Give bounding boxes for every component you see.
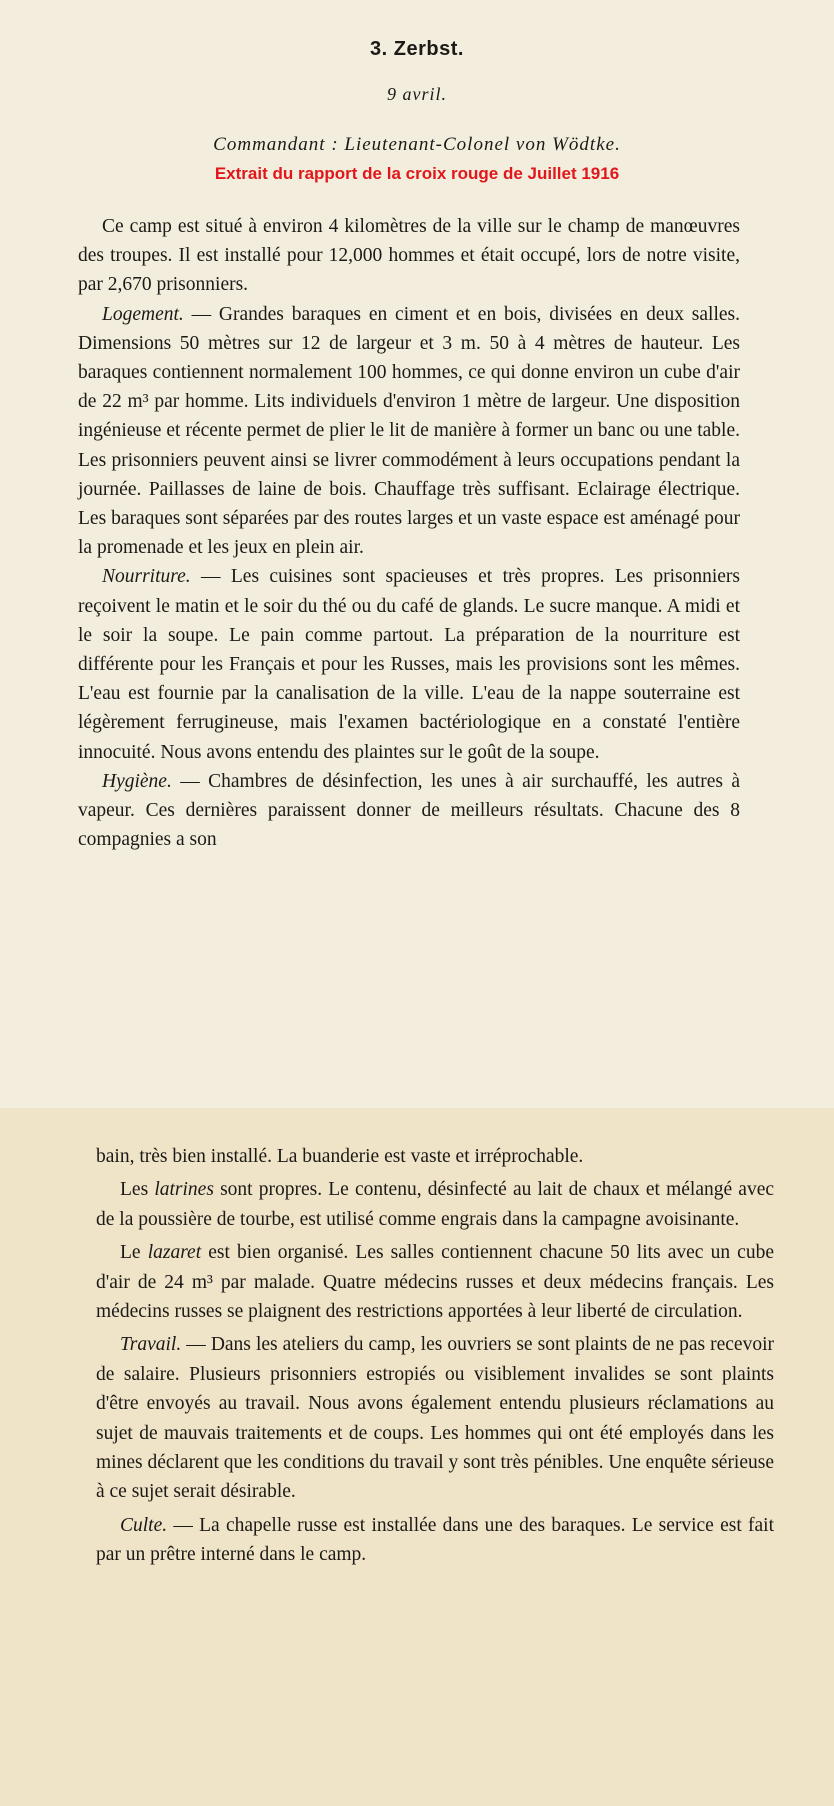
paragraph-latrines (96, 1175, 774, 1234)
paragraph-text: bain, très bien installé. La buanderie est vaste et irréprochable. (96, 1146, 584, 1167)
paragraph-text: — Chambres de désinfection, les unes à air surchauffé, les autres à vapeur. Ces dernières paraissent donner de meilleurs résultats. Chacune des 8 compagnies a son (78, 770, 740, 851)
section-keyword: Travail. (120, 1334, 182, 1356)
section-keyword: Hygiène. (102, 770, 172, 792)
paragraph-prefix: Les (120, 1179, 155, 1201)
paragraph-text: — La chapelle russe est installée dans une des baraques. Le service est fait par un prêtre interné dans le camp. (96, 1514, 774, 1566)
paragraph-text: Ce camp est situé à environ 4 kilomètres de la ville sur le champ de manœuvres des troupes. Il est installé pour 12,000 hommes et était occupé, lors de notre visite, par 2,670 prisonniers. (78, 216, 740, 296)
report-body-upper (78, 212, 740, 854)
page-title: 3. Zerbst. (370, 38, 464, 60)
section-keyword: Culte. (120, 1514, 168, 1536)
paragraph-lazaret (96, 1238, 774, 1326)
paragraph-intro (78, 212, 740, 300)
section-keyword: latrines (154, 1179, 214, 1201)
commandant-name: Lieutenant-Colonel von Wödtke. (344, 134, 621, 155)
paragraph-culte (96, 1511, 774, 1570)
section-keyword: Nourriture. (102, 566, 191, 588)
paragraph-text: est bien organisé. Les salles contiennent chacune 50 lits avec un cube d'air de 24 m³ par malade. Quatre médecins russes et deux médecins français. Les médecins russes se plaignent des restrictions apportées à leur liberté de circulation. (96, 1242, 774, 1323)
section-keyword: Logement. (102, 303, 184, 325)
report-body-lower (96, 1142, 774, 1574)
paragraph-nourriture (78, 562, 740, 766)
paragraph-text: — Les cuisines sont spacieuses et très propres. Les prisonniers reçoivent le matin et le soir du thé ou du café de glands. Le sucre manque. A midi et le soir la soupe. Le pain comme partout. La préparation de la nourriture est différente pour les Français et pour les Russes, mais les provisions sont les mêmes. L'eau est fournie par la canalisation de la ville. L'eau de la nappe souterraine est légèrement ferrugineuse, mais l'examen bactériologique en a constaté l'entière innocuité. Nous avons entendu des plaintes sur le goût de la soupe. (78, 566, 740, 763)
paragraph-text: — Dans les ateliers du camp, les ouvriers se sont plaints de ne pas recevoir de salaire. Plusieurs prisonniers estropiés ou visiblement invalides se sont plaints d'être envoyés au travail. Nous avons également entendu plusieurs réclamations au sujet de mauvais traitements et de coups. Les hommes qui ont été employés dans les mines déclarent que les conditions du travail y sont très pénibles. Une enquête sérieuse à ce sujet serait désirable. (96, 1334, 774, 1503)
commandant-label: Commandant : (213, 134, 339, 155)
visit-date: 9 avril. (387, 84, 447, 104)
paragraph-logement (78, 300, 740, 563)
paragraph-hygiene (78, 767, 740, 855)
paragraph-bain (96, 1142, 774, 1171)
paragraph-text: sont propres. Le contenu, désinfecté au lait de chaux et mélangé avec de la poussière de tourbe, est utilisé comme engrais dans la campagne avoisinante. (96, 1179, 775, 1230)
paragraph-travail (96, 1330, 774, 1506)
paragraph-text: — Grandes baraques en ciment et en bois, divisées en deux salles. Dimensions 50 mètres sur 12 de largeur et 3 m. 50 à 4 mètres de hauteur. Les baraques contiennent normalement 100 hommes, ce qui donne environ un cube d'air de 22 m³ par homme. Lits individuels d'environ 1 mètre de largeur. Une disposition ingénieuse et récente permet de plier le lit de manière à former un banc ou une table. Les prisonniers peuvent ainsi se livrer commodément à leurs occupations pendant la journée. Paillasses de laine de bois. Chauffage très suffisant. Eclairage électrique. Les baraques sont séparées par des routes larges et un vaste espace est aménagé pour la promenade et les jeux en plein air. (78, 303, 740, 559)
section-keyword: lazaret (147, 1242, 202, 1264)
paragraph-prefix: Le (120, 1242, 148, 1264)
extract-note: Extrait du rapport de la croix rouge de Juillet 1916 (214, 164, 620, 183)
commandant-line (0, 134, 834, 156)
